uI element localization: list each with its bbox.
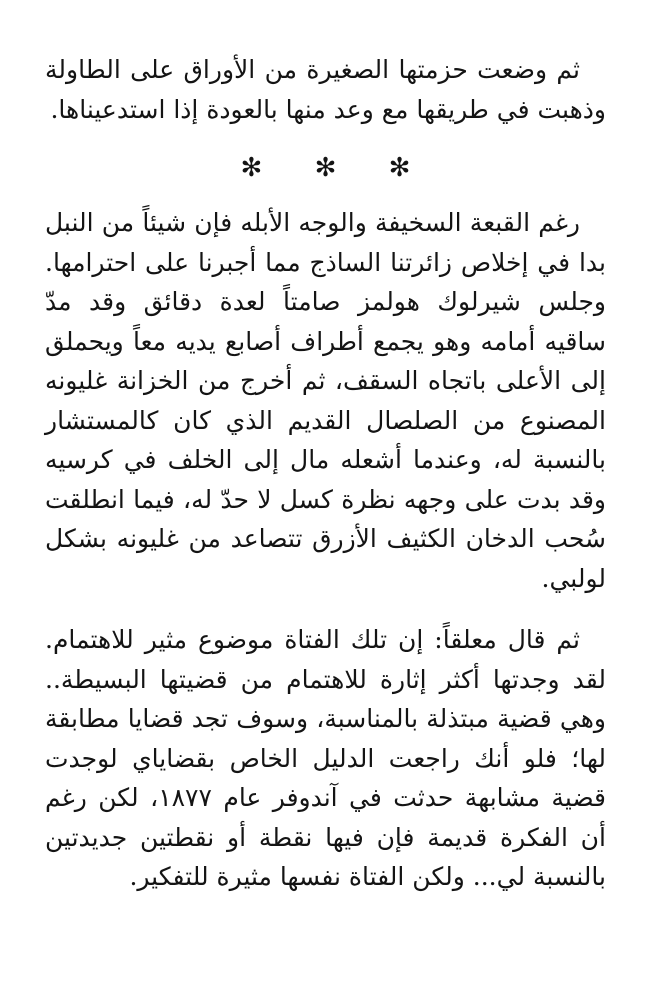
paragraph-3: ثم قال معلقاً: إن تلك الفتاة موضوع مثير للاهتمام. لقد وجدتها أكثر إثارة للاهتمام من قضيتها البسيطة.. وهي قضية مبتذلة بالمناسبة، وسوف تجد قضايا مطابقة لها؛ فلو أنك راجعت الدليل الخاص بقضاياي لوجدت قضية مشابهة حدثت في آندوفر عام ١٨٧٧، لكن رغم أن الفكرة قديمة فإن فيها نقطة أو نقطتين جديدتين بالنسبة لي... ولكن الفتاة نفسها مثيرة للتفكير. — [45, 625, 607, 891]
paragraph-1: ثم وضعت حزمتها الصغيرة من الأوراق على الطاولة وذهبت في طريقها مع وعد منها بالعودة إذا استدعيناها. — [45, 55, 606, 124]
section-separator: ✻ ✻ ✻ — [240, 153, 433, 183]
paragraph-2: رغم القبعة السخيفة والوجه الأبله فإن شيئاً من النبل بدا في إخلاص زائرتنا الساذج مما أجبرنا على احترامها. وجلس شيرلوك هولمز صامتاً لعدة دقائق وقد مدّ ساقيه أمامه وهو يجمع أطراف أصابع يديه معاً ويحملق إلى الأعلى باتجاه السقف، ثم أخرج من الخزانة غليونه المصنوع من الصلصال القديم الذي كان كالمستشار بالنسبة له، وعندما أشعله مال إلى الخلف في كرسيه وقد بدت على وجهه نظرة كسل لا حدّ له، فيما انطلقت سُحب الدخان الكثيف الأزرق تتصاعد من غليونه بشكل لولبي. — [45, 208, 606, 593]
